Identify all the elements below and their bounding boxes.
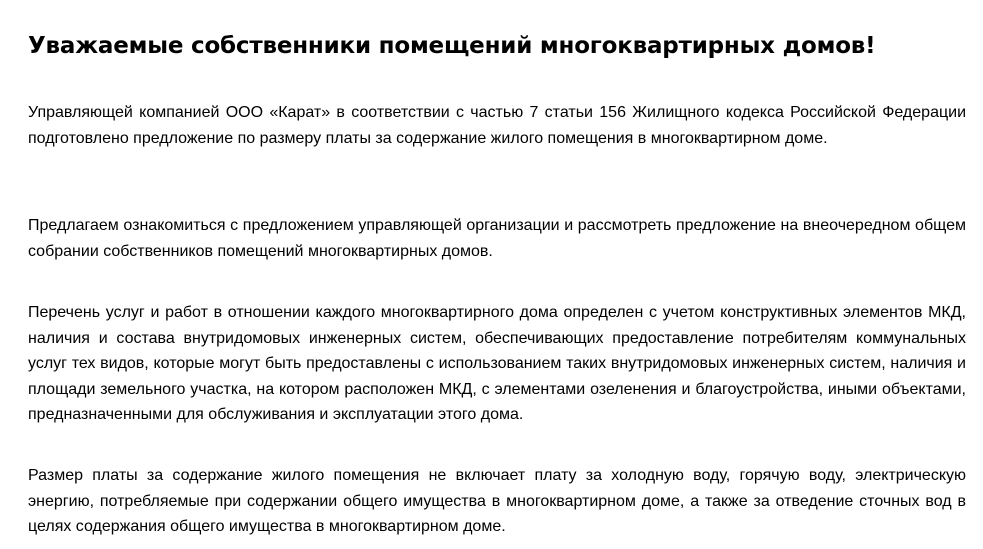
paragraph-proposal-intro: Управляющей компанией ООО «Карат» в соответствии с частью 7 статьи 156 Жилищного кодекса Российской Федерации подготовлено предложение по размеру платы за содержание жилого помещения в многоквартирном доме. — [28, 104, 966, 147]
paragraph-invitation: Предлагаем ознакомиться с предложением управляющей организации и рассмотреть предложение на внеочередном общем собрании собственников помещений многоквартирных домов. — [28, 217, 966, 260]
paragraph-services-list: Перечень услуг и работ в отношении каждого многоквартирного дома определен с учетом конструктивных элементов МКД, наличия и состава внутридомовых инженерных систем, обеспечивающих предоставление потребителям коммунальных услуг тех видов, которые могут быть предоставлены с использованием таких внутридомовых инженерных систем, наличия и площади земельного участка, на котором расположен МКД, с элементами озеленения и благоустройства, иными объектами, предназначенными для обслуживания и эксплуатации этого дома. — [28, 304, 966, 423]
notice-document — [28, 30, 966, 535]
notice-heading: Уважаемые собственники помещений многоквартирных домов! — [28, 33, 876, 59]
paragraph-fee-exclusions: Размер платы за содержание жилого помещения не включает плату за холодную воду, горячую воду, электрическую энергию, потребляемые при содержании общего имущества в многоквартирном доме, а также за отведение сточных вод в целях содержания общего имущества в многоквартирном доме. — [28, 467, 966, 535]
